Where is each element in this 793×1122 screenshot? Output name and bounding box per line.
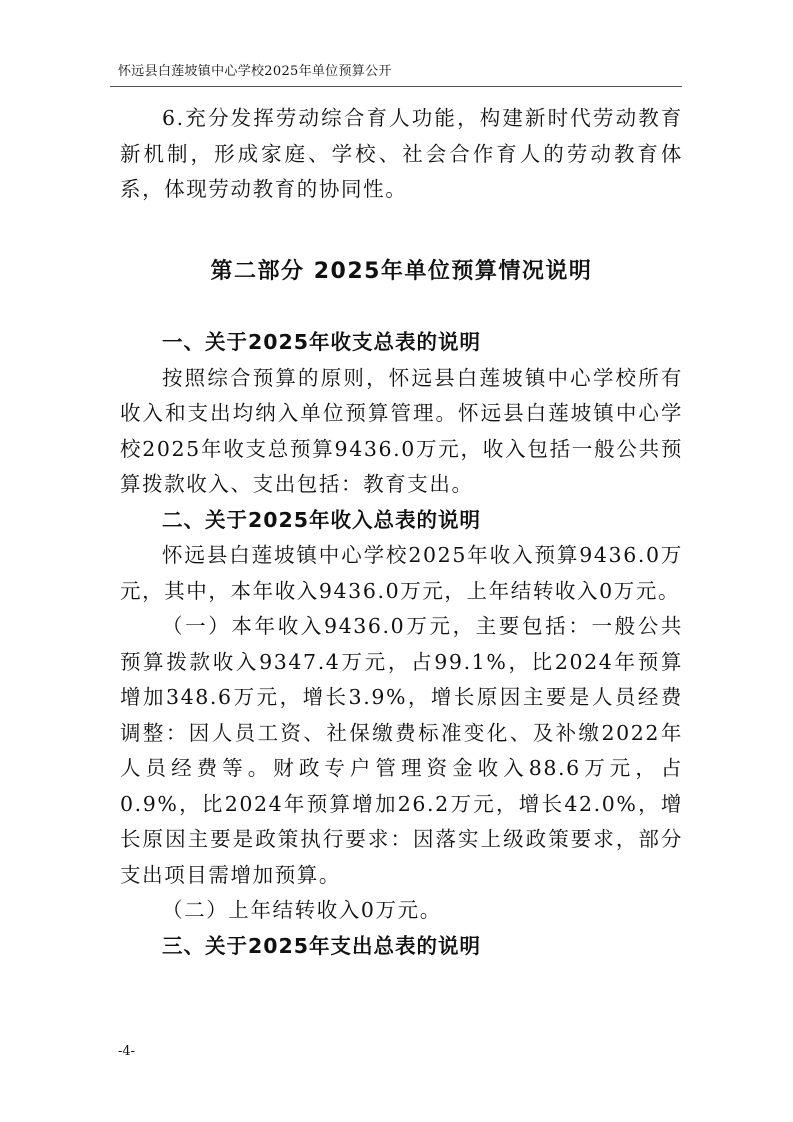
section-one-block: [120, 101, 683, 208]
header-divider: [110, 86, 682, 87]
part-title: 第二部分 2025年单位预算情况说明: [210, 259, 593, 284]
paragraph-current-year-income: （一）本年收入9436.0万元，主要包括：一般公共预算拨款收入9347.4万元，占99.1%，比2024年预算增加348.6万元，增长3.9%，增长原因主要是人员经费调整：因人员工资、社保缴费标准变化、及补缴2022年人员经费等。财政专户管理资金收入88.6万元，占0.9%，比2024年预算增加26.2万元，增长42.0%，增长原因主要是政策执行要求：因落实上级政策要求，部分支出项目需增加预算。: [120, 614, 683, 887]
page-header: 怀远县白莲坡镇中心学校2025年单位预算公开: [118, 64, 392, 79]
paragraph-budget-summary: 按照综合预算的原则，怀远县白莲坡镇中心学校所有收入和支出均纳入单位预算管理。怀远县白莲坡镇中心学校2025年收支总预算9436.0万元，收入包括一般公共预算拨款收入、支出包括：教育支出。: [120, 365, 683, 496]
budget-explanation-block: [120, 325, 683, 964]
paragraph-carryover-income: （二）上年结转收入0万元。: [162, 898, 442, 922]
heading-income-summary: 二、关于2025年收入总表的说明: [162, 507, 482, 532]
paragraph-income-summary: 怀远县白莲坡镇中心学校2025年收入预算9436.0万元，其中，本年收入9436.0万元，上年结转收入0万元。: [120, 543, 683, 603]
heading-expenditure-summary: 三、关于2025年支出总表的说明: [162, 933, 482, 958]
heading-budget-summary: 一、关于2025年收支总表的说明: [162, 330, 482, 354]
page-number: -4-: [118, 1044, 136, 1059]
paragraph-labor-education: 6.充分发挥劳动综合育人功能，构建新时代劳动教育新机制，形成家庭、学校、社会合作育人的劳动教育体系，体现劳动教育的协同性。: [120, 106, 683, 201]
